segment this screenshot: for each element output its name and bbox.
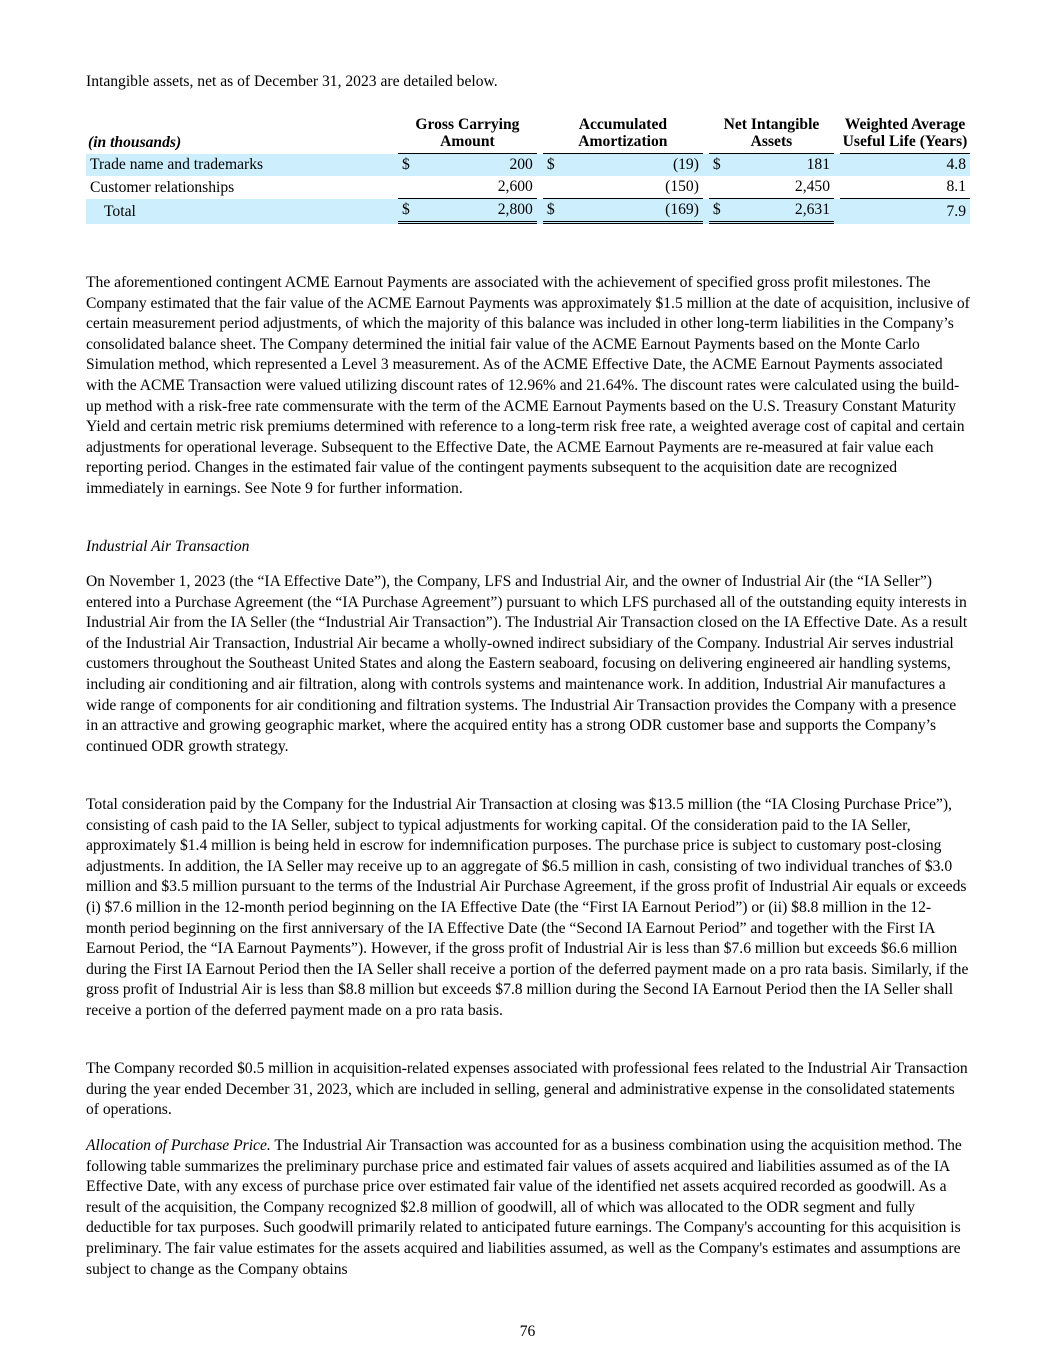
gross-value: 2,600 — [420, 176, 537, 199]
intangible-assets-table — [86, 116, 970, 224]
dollar-sign: $ — [709, 154, 731, 176]
dollar-sign: $ — [398, 154, 420, 176]
paragraph-acme-earnout: The aforementioned contingent ACME Earnout Payments are associated with the achievement of specified gross profit milestones. The Company estimated that the fair value of the ACME Earnout Payments was approximately $1.5 million at the date of acquisition, inclusive of certain measurement period adjustments, of which the majority of this balance was included in other long-term liabilities in the Company’s consolidated balance sheet. The Company determined the initial fair value of the ACME Earnout Payments based on the Monte Carlo Simulation method, which represented a Level 3 measurement. As of the ACME Effective Date, the ACME Earnout Payments associated with the ACME Transaction were valued utilizing discount rates of 12.96% and 21.64%. The discount rates were calculated using the build-up method with a risk-free rate commensurate with the term of the ACME Earnout Payments based on the U.S. Treasury Constant Maturity Yield and certain metric risk premiums determined with reference to a long-term risk free rate, a weighted average cost of capital and certain adjustments for operational leverage. Subsequent to the Effective Date, the ACME Earnout Payments are re-measured at fair value each reporting period. Changes in the estimated fair value of the contingent payments subsequent to the acquisition date are recognized immediately in earnings. See Note 9 for further information. — [86, 274, 970, 497]
accumulated-value: (169) — [565, 199, 703, 224]
section-heading-industrial-air: Industrial Air Transaction — [86, 538, 250, 555]
header-net: Net Intangible Assets — [709, 116, 834, 154]
table-row — [86, 176, 970, 199]
page-number: 76 — [519, 1323, 536, 1340]
accumulated-value: (150) — [565, 176, 703, 199]
allocation-text: The Industrial Air Transaction was accounted for as a business combination using the acquisition method. The following table summarizes the preliminary purchase price and estimated fair values of assets acquired and liabilities assumed as of the IA Effective Date, with any excess of purchase price over estimated fair value of the identified net assets acquired recorded as goodwill. As a result of the acquisition, the Company recognized $2.8 million of goodwill, all of which was allocated to the ODR segment and fully deductible for tax purposes. Such goodwill primarily related to anticipated future earnings. The Company's accounting for this acquisition is preliminary. The fair value estimates for the assets acquired and liabilities assumed, as well as the Company's estimates and assumptions are subject to change as the Company obtains — [86, 1137, 962, 1278]
gross-value: 2,800 — [420, 199, 537, 224]
life-value: 7.9 — [840, 199, 970, 224]
accumulated-value: (19) — [565, 154, 703, 176]
table-row — [86, 154, 970, 176]
dollar-sign — [543, 176, 565, 199]
net-value: 181 — [731, 154, 834, 176]
dollar-sign: $ — [398, 199, 420, 224]
intro-text: Intangible assets, net as of December 31, 2023 are detailed below. — [86, 73, 498, 90]
table-row-total — [86, 199, 970, 224]
dollar-sign — [398, 176, 420, 199]
dollar-sign — [709, 176, 731, 199]
row-label: Customer relationships — [90, 178, 235, 196]
row-label: Trade name and trademarks — [86, 154, 398, 176]
dollar-sign: $ — [709, 199, 731, 224]
paragraph-ia-consideration: Total consideration paid by the Company for the Industrial Air Transaction at closing was $13.5 million (the “IA Closing Purchase Price”), consisting of cash paid to the IA Seller, subject to typical adjustments for working capital. Of the consideration paid to the IA Seller, approximately $1.4 million is being held in escrow for indemnification purposes. The purchase price is subject to customary post-closing adjustments. In addition, the IA Seller may receive up to an aggregate of $6.5 million in cash, consisting of two individual tranches of $3.0 million and $3.5 million pursuant to the terms of the Industrial Air Purchase Agreement, if the gross profit of Industrial Air equals or exceeds (i) $7.6 million in the 12-month period beginning on the IA Effective Date (the “First IA Earnout Period”) or (ii) $8.8 million in the 12-month period beginning on the first anniversary of the IA Effective Date (the “Second IA Earnout Period” and together with the First IA Earnout Period, the “IA Earnout Payments”). However, if the gross profit of Industrial Air is less than $7.6 million but exceeds $6.6 million during the First IA Earnout Period then the IA Seller shall receive a portion of the deferred payment made on a pro rata basis. Similarly, if the gross profit of Industrial Air is less than $8.8 million but exceeds $7.8 million during the Second IA Earnout Period then the IA Seller shall receive a portion of the deferred payment made on a pro rata basis. — [86, 796, 969, 1019]
paragraph-allocation — [86, 1136, 970, 1280]
paragraph-ia-transaction: On November 1, 2023 (the “IA Effective Date”), the Company, LFS and Industrial Air, and the owner of Industrial Air (the “IA Seller”) entered into a Purchase Agreement (the “IA Purchase Agreement”) pursuant to which LFS purchased all of the outstanding equity interests in Industrial Air from the IA Seller (the “Industrial Air Transaction”). The Industrial Air Transaction closed on the IA Effective Date. As a result of the Industrial Air Transaction, Industrial Air became a wholly-owned indirect subsidiary of the Company. Industrial Air serves industrial customers throughout the Southeast United States and along the Eastern seaboard, focusing on delivering engineered air handling systems, including air conditioning and air filtration, along with controls systems and maintenance work. In addition, Industrial Air manufactures a wide range of components for air conditioning and filtration systems. The Industrial Air Transaction provides the Company with a presence in an attractive and growing geographic market, where the acquired entity has a strong ODR customer base and supports the Company’s continued ODR growth strategy. — [86, 573, 968, 755]
unit-label: (in thousands) — [88, 134, 182, 151]
dollar-sign: $ — [543, 154, 565, 176]
dollar-sign: $ — [543, 199, 565, 224]
net-value: 2,450 — [731, 176, 834, 199]
life-value: 4.8 — [840, 154, 970, 176]
header-life: Weighted Average Useful Life (Years) — [840, 116, 970, 154]
allocation-lead: Allocation of Purchase Price. — [86, 1137, 271, 1154]
net-value: 2,631 — [731, 199, 834, 224]
header-accumulated: Accumulated Amortization — [543, 116, 703, 154]
life-value: 8.1 — [840, 176, 970, 199]
header-gross: Gross Carrying Amount — [398, 116, 537, 154]
row-label: Total — [86, 199, 398, 224]
paragraph-acquisition-expenses: The Company recorded $0.5 million in acquisition-related expenses associated with professional fees related to the Industrial Air Transaction during the year ended December 31, 2023, which are included in selling, general and administrative expense in the consolidated statements of operations. — [86, 1060, 968, 1119]
gross-value: 200 — [420, 154, 537, 176]
